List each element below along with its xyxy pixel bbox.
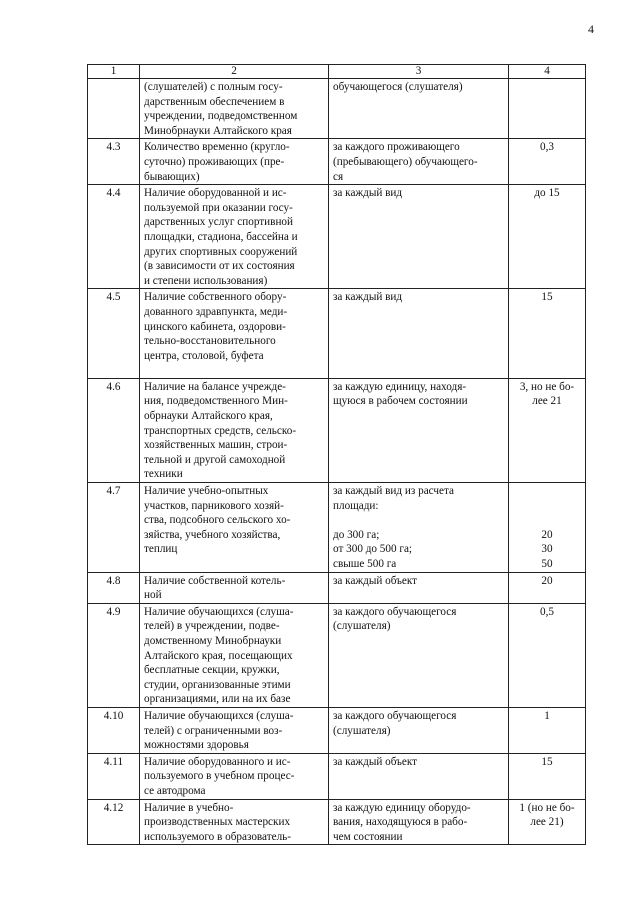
score-line: 0,3 xyxy=(540,141,554,154)
score-line: лее 21 xyxy=(532,395,562,408)
criterion-line: центра, столовой, буфета xyxy=(144,349,264,362)
criterion-line: зяйства, учебного хозяйства, xyxy=(144,528,281,541)
row-number-cell: 4.11 xyxy=(88,753,140,799)
criterion-line: дованного здравпункта, меди- xyxy=(144,305,288,318)
table-row xyxy=(88,139,586,185)
score-line: 1 (но не бо- xyxy=(519,801,575,814)
criterion-cell xyxy=(140,799,329,845)
basis-line: чем состоянии xyxy=(333,830,403,843)
score-cell xyxy=(509,572,586,603)
basis-line: (слушателя) xyxy=(333,724,391,737)
criterion-cell xyxy=(140,753,329,799)
row-number-cell: 4.3 xyxy=(88,139,140,185)
criterion-line: Наличие обучающихся (слуша- xyxy=(144,709,294,722)
basis-line: (пребывающего) обучающего- xyxy=(333,155,478,168)
score-cell xyxy=(509,139,586,185)
criterion-line: бывающих) xyxy=(144,170,200,183)
basis-cell xyxy=(329,799,509,845)
score-cell xyxy=(509,483,586,573)
table-row xyxy=(88,378,586,482)
basis-line: за каждый вид xyxy=(333,291,403,304)
criterion-line: других спортивных сооружений xyxy=(144,245,298,258)
criterion-line: дарственных услуг спортивной xyxy=(144,216,294,229)
criterion-line: тельно-восстановительного xyxy=(144,335,276,348)
criterion-cell xyxy=(140,139,329,185)
score-line: 20 xyxy=(541,528,553,541)
score-cell xyxy=(509,707,586,753)
criterion-line: тельной и другой самоходной xyxy=(144,453,286,466)
criterion-line: Наличие учебно-опытных xyxy=(144,485,269,498)
criterion-line: транспортных средств, сельско- xyxy=(144,424,297,437)
criterion-line: студии, организованные этими xyxy=(144,678,291,691)
header-cell: 4 xyxy=(509,65,586,79)
score-cell xyxy=(509,799,586,845)
criterion-line: (в зависимости от их состояния xyxy=(144,260,295,273)
basis-line: обучающегося (слушателя) xyxy=(333,81,463,93)
basis-line: вания, находящуюся в рабо- xyxy=(333,816,468,829)
basis-line xyxy=(333,513,504,528)
criterion-line: и степени использования) xyxy=(144,274,268,287)
criterion-line: производственных мастерских xyxy=(144,816,291,829)
score-cell xyxy=(509,289,586,379)
basis-line: за каждого обучающегося xyxy=(333,605,457,618)
criterion-line: Наличие собственного обору- xyxy=(144,291,287,304)
table-row xyxy=(88,753,586,799)
score-line xyxy=(513,484,581,499)
score-line: 0,5 xyxy=(540,605,554,618)
criterion-line: Алтайского края, посещающих xyxy=(144,649,293,662)
criterion-cell xyxy=(140,483,329,573)
criterion-line: пользуемой при оказании госу- xyxy=(144,201,293,214)
table-row xyxy=(88,799,586,845)
criterion-line: теплиц xyxy=(144,543,178,556)
score-cell xyxy=(509,378,586,482)
basis-line: до 300 га; xyxy=(333,528,380,541)
basis-cell xyxy=(329,185,509,289)
criterion-line: телей) с ограниченными воз- xyxy=(144,724,283,737)
basis-line: за каждый объект xyxy=(333,574,418,587)
row-number-cell: 4.12 xyxy=(88,799,140,845)
score-cell xyxy=(509,185,586,289)
criterion-line: телей) в учреждении, подве- xyxy=(144,620,280,633)
score-line: 50 xyxy=(541,558,553,570)
criterion-line: обрнауки Алтайского края, xyxy=(144,410,273,423)
criterion-cell xyxy=(140,289,329,379)
criterion-cell xyxy=(140,378,329,482)
criterion-line: (слушателей) с полным госу- xyxy=(144,81,283,93)
criterion-line: техники xyxy=(144,468,183,481)
table-body xyxy=(88,79,586,845)
basis-cell xyxy=(329,753,509,799)
criteria-table xyxy=(87,64,586,845)
table-row xyxy=(88,603,586,707)
row-number-cell: 4.6 xyxy=(88,378,140,482)
basis-cell xyxy=(329,603,509,707)
criterion-line: участков, парникового хозяй- xyxy=(144,499,284,512)
criterion-line: Минобрнауки Алтайского края xyxy=(144,124,292,137)
criterion-line: Наличие на балансе учрежде- xyxy=(144,380,286,393)
criterion-line: Наличие в учебно- xyxy=(144,801,234,814)
score-cell xyxy=(509,603,586,707)
criterion-line: ной xyxy=(144,589,162,602)
basis-line: (слушателя) xyxy=(333,620,391,633)
basis-line: за каждого обучающегося xyxy=(333,709,457,722)
criterion-cell xyxy=(140,79,329,139)
header-cell: 3 xyxy=(329,65,509,79)
basis-line: от 300 до 500 га; xyxy=(333,543,413,556)
criterion-line: Количество временно (кругло- xyxy=(144,141,290,154)
basis-cell xyxy=(329,707,509,753)
score-cell xyxy=(509,79,586,139)
basis-cell xyxy=(329,139,509,185)
criterion-line: суточно) проживающих (пре- xyxy=(144,155,285,168)
score-cell xyxy=(509,753,586,799)
criterion-line: ния, подведомственного Мин- xyxy=(144,395,288,408)
basis-line: ся xyxy=(333,170,344,183)
score-line: 3, но не бо- xyxy=(519,380,575,393)
basis-cell xyxy=(329,79,509,139)
criterion-cell xyxy=(140,572,329,603)
header-cell: 1 xyxy=(88,65,140,79)
basis-cell xyxy=(329,378,509,482)
row-number-cell: 4.5 xyxy=(88,289,140,379)
criterion-cell xyxy=(140,707,329,753)
basis-cell xyxy=(329,483,509,573)
header-cell: 2 xyxy=(140,65,329,79)
criterion-line: хозяйственных машин, строи- xyxy=(144,439,288,452)
basis-line: за каждого проживающего xyxy=(333,141,460,154)
basis-line: за каждый вид из расчета xyxy=(333,485,454,498)
basis-cell xyxy=(329,572,509,603)
basis-line: за каждую единицу, находя- xyxy=(333,380,467,393)
row-number-cell: 4.10 xyxy=(88,707,140,753)
table-row xyxy=(88,185,586,289)
row-number-cell: 4.8 xyxy=(88,572,140,603)
score-line: 20 xyxy=(541,574,553,587)
score-line xyxy=(513,80,581,95)
criterion-cell xyxy=(140,603,329,707)
criterion-line: площадки, стадиона, бассейна и xyxy=(144,230,298,243)
basis-line: за каждый объект xyxy=(333,755,418,768)
page-number: 4 xyxy=(588,22,594,36)
score-line xyxy=(513,513,581,528)
basis-line: щуюся в рабочем состоянии xyxy=(333,395,468,408)
score-line xyxy=(513,499,581,514)
basis-line: за каждый вид xyxy=(333,187,403,200)
score-line: 15 xyxy=(541,755,553,768)
criterion-line: дарственным обеспечением в xyxy=(144,95,285,108)
criterion-line: используемого в образователь- xyxy=(144,830,291,843)
table-row xyxy=(88,483,586,573)
score-line: до 15 xyxy=(534,187,560,200)
row-number-cell xyxy=(88,79,140,139)
criterion-line: учреждении, подведомственном xyxy=(144,110,298,123)
basis-line: площади: xyxy=(333,499,379,512)
score-line: 30 xyxy=(541,543,553,556)
table-header-row xyxy=(88,65,586,79)
score-line: 15 xyxy=(541,291,553,304)
basis-cell xyxy=(329,289,509,379)
table-row xyxy=(88,707,586,753)
basis-line: за каждую единицу оборудо- xyxy=(333,801,471,814)
criterion-line: пользуемого в учебном процес- xyxy=(144,770,295,783)
criterion-line: цинского кабинета, оздорови- xyxy=(144,320,286,333)
score-line: лее 21) xyxy=(530,816,564,829)
row-number-cell: 4.7 xyxy=(88,483,140,573)
criterion-line: домственному Минобрнауки xyxy=(144,634,282,647)
criterion-line xyxy=(144,363,324,378)
criterion-line: ства, подсобного сельского хо- xyxy=(144,514,291,527)
criterion-line: Наличие собственной котель- xyxy=(144,574,286,587)
basis-line: свыше 500 га xyxy=(333,558,397,570)
criterion-line: Наличие оборудованной и ис- xyxy=(144,187,287,200)
row-number-cell: 4.9 xyxy=(88,603,140,707)
criterion-line: можностями здоровья xyxy=(144,739,249,752)
criterion-cell xyxy=(140,185,329,289)
criterion-line: Наличие обучающихся (слуша- xyxy=(144,605,294,618)
table-row xyxy=(88,79,586,139)
table-row xyxy=(88,289,586,379)
criterion-line: се автодрома xyxy=(144,784,206,797)
score-line: 1 xyxy=(544,709,550,722)
criterion-line: Наличие оборудованного и ис- xyxy=(144,755,291,768)
criterion-line: бесплатные секции, кружки, xyxy=(144,664,280,677)
row-number-cell: 4.4 xyxy=(88,185,140,289)
table-row xyxy=(88,572,586,603)
criterion-line: организациями, или на их базе xyxy=(144,693,291,706)
